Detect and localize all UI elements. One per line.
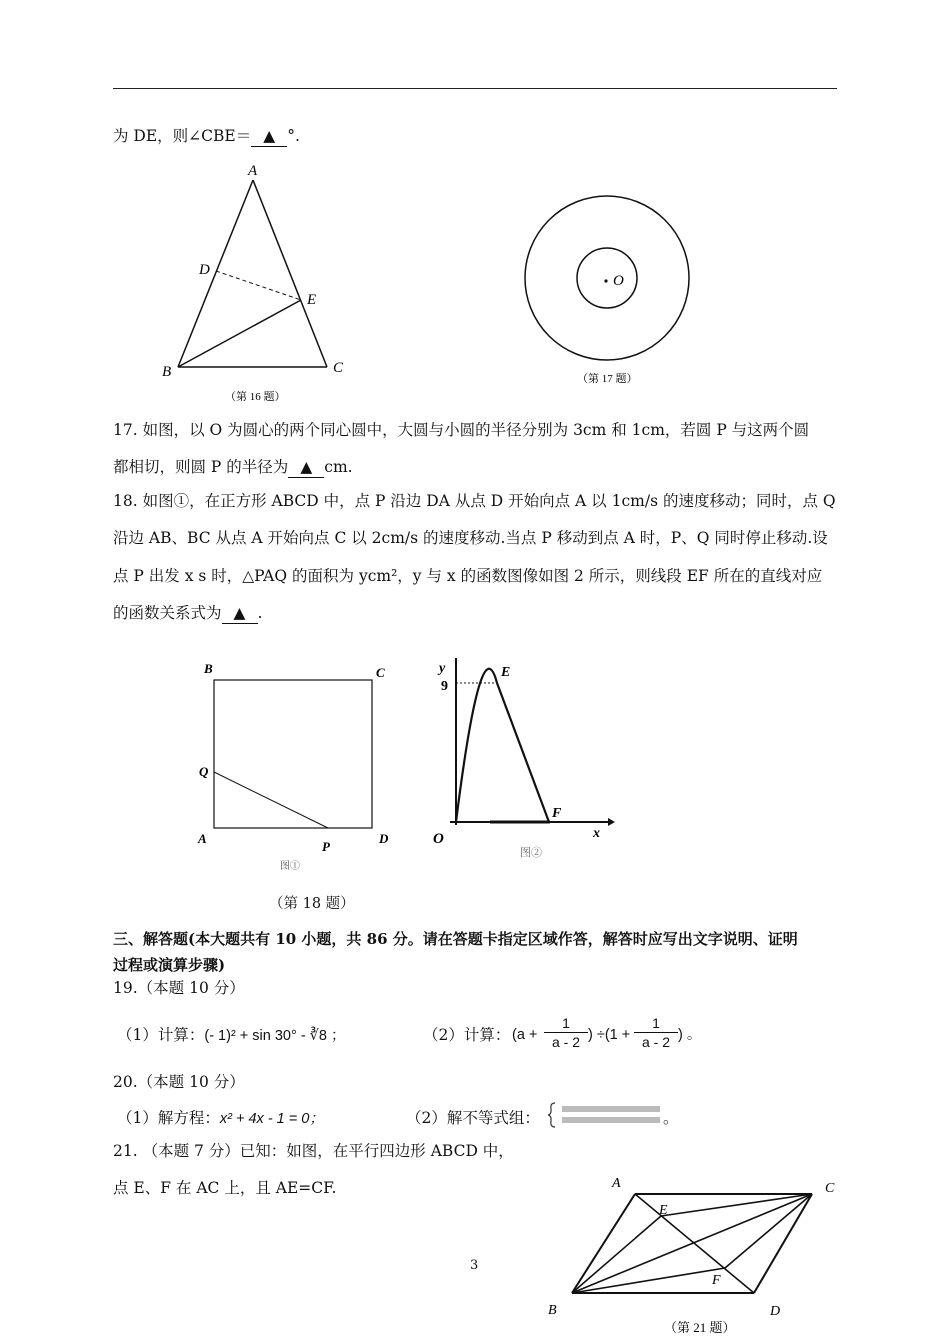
figure-21-caption: （第 21 题） [664,1320,736,1335]
figure-18a-caption: 图① [280,861,300,872]
figure-18b-caption: 图② [520,847,542,859]
q18-line1: 18. 如图①，在正方形 ABCD 中，点 P 沿边 DA 从点 D 开始向点 A 以 1cm/s 的速度移动；同时，点 Q [113,492,836,510]
q19-part2: （2）计算： [423,1026,511,1044]
q19-part1-expression: (- 1)² + sin 30° - ∛8 ； [204,1028,346,1044]
label-C: C [376,665,385,680]
label-C: C [825,1181,835,1196]
q19-header: 19.（本题 10 分） [113,979,245,997]
figure-17 [515,190,705,390]
label-B: B [204,661,213,676]
label-O: O [433,831,444,847]
q18-line4: 的函数关系式为 ▲ . [113,604,263,622]
header-rule [113,88,837,89]
label-E: E [307,292,317,308]
q21-line1: 21. （本题 7 分）已知：如图，在平行四边形 ABCD 中， [113,1142,514,1160]
label-x: x [593,826,600,841]
q20-part1: （1）解方程：x² + 4x - 1 = 0； [117,1109,324,1127]
answer-blank: ▲ [251,126,287,147]
label-B: B [162,364,172,380]
label-D: D [199,262,210,278]
label-F: F [552,806,562,821]
q16-tail-line: 为 DE，则∠CBE＝ ▲ °. [113,127,300,145]
section3-heading-line1: 三、解答题(本大题共有 10 小题，共 86 分。请在答题卡指定区域作答，解答时应写出文字说明、证明 [113,930,798,948]
label-B: B [548,1303,557,1318]
figure-16 [150,160,360,410]
q17-line2: 都相切，则圆 P 的半径为 ▲ cm. [113,458,353,476]
q20-part2-end: 。 [663,1109,679,1127]
label-P: P [322,839,330,854]
label-y: y [439,661,446,676]
q19-fraction-2: 1 a - 2 [634,1014,678,1051]
figure-16-caption: （第 16 题） [225,391,286,403]
label-Q: Q [199,764,209,779]
q21-line2: 点 E、F 在 AC 上，且 AE=CF. [113,1179,337,1197]
label-9: 9 [441,679,448,694]
q19-part1: （1）计算：(- 1)² + sin 30° - ∛8 ； [117,1026,346,1044]
q19-part2-expression: (a + [512,1027,538,1043]
q17-line1: 17. 如图，以 O 为圆心的两个同心圆中，大圆与小圆的半径分别为 3cm 和 1cm，若圆 P 与这两个圆 [113,421,810,439]
answer-blank: ▲ [222,603,258,624]
figure-18a [190,655,400,875]
q19-fraction-1: 1 a - 2 [544,1014,588,1051]
q19-part2-mid: ) ÷(1 + [588,1027,631,1043]
q18-line3: 点 P 出发 x s 时，△PAQ 的面积为 ycm²，y 与 x 的函数图像如图 2 所示，则线段 EF 所在的直线对应 [113,567,823,585]
label-E: E [659,1203,668,1218]
label-A: A [198,831,207,846]
label-D: D [379,831,389,846]
section3-heading-line2: 过程或演算步骤) [113,956,226,974]
q20-header: 20.（本题 10 分） [113,1073,245,1091]
label-E: E [501,665,511,680]
figure-17-caption: （第 17 题） [577,373,638,385]
label-C: C [333,360,344,376]
label-F: F [712,1273,721,1288]
label-A: A [248,163,258,179]
label-D: D [770,1304,781,1319]
q18-line2: 沿边 AB、BC 从点 A 开始向点 C 以 2cm/s 的速度移动.当点 P 移动到点 A 时，P、Q 同时停止移动.设 [113,529,828,547]
answer-blank: ▲ [288,457,324,478]
figure-21 [540,1170,840,1344]
q20-inequality-system [548,1101,664,1129]
q19-part2-end: ) 。 [678,1027,702,1043]
page-number: 3 [470,1258,479,1273]
figure-18-caption: （第 18 题） [269,896,355,912]
label-O: O [613,273,624,289]
figure-18b [425,650,625,865]
q20-part2: （2）解不等式组： [406,1109,540,1127]
label-A: A [612,1176,621,1191]
q20-part1-equation: x² + 4x - 1 = 0； [219,1111,324,1127]
